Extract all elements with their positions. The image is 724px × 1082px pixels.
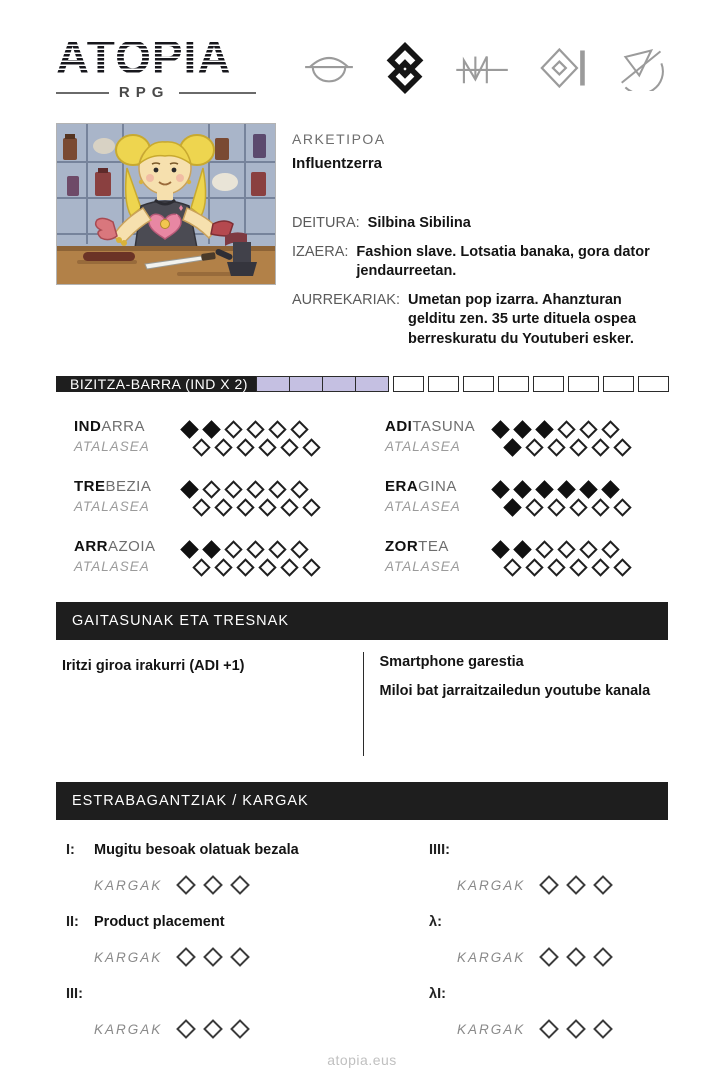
stat-name-bold: IND [74,418,102,436]
kargak-row [457,876,668,894]
stat-row [74,478,351,516]
diamond-empty[interactable] [302,439,320,457]
diamond-filled[interactable] [513,541,531,559]
diamond-empty[interactable] [601,541,619,559]
diamond-empty[interactable] [593,947,613,967]
diamond-empty[interactable] [535,541,553,559]
logo-line-left [56,92,109,94]
diamond-empty[interactable] [525,439,543,457]
sun-eye-rune-icon [304,47,354,89]
diamond-empty[interactable] [192,439,210,457]
diamond-empty[interactable] [230,875,250,895]
life-cell[interactable] [355,376,389,392]
diamond-empty[interactable] [613,499,631,517]
diamond-empty[interactable] [230,947,250,967]
extravagance-slot [66,908,367,980]
slot-title-row [66,842,367,860]
logo [56,31,256,101]
diamond-empty[interactable] [280,559,298,577]
stat-row [385,478,662,516]
broken-bow-rune-icon [618,45,666,91]
diamond-filled[interactable] [503,439,521,457]
diamond-filled[interactable] [491,541,509,559]
diamond-empty[interactable] [302,499,320,517]
diamond-empty[interactable] [302,559,320,577]
diamond-empty[interactable] [246,421,264,439]
diamond-empty[interactable] [613,439,631,457]
field-label: AURREKARIAK: [292,291,400,308]
diamond-filled[interactable] [557,481,575,499]
stat-name [385,418,479,435]
stat-labels [385,538,479,574]
skills-col-left [56,652,363,756]
slot-text: Mugitu besoak olatuak bezala [94,842,299,859]
diamond-empty[interactable] [203,1019,223,1039]
diamond-empty[interactable] [557,541,575,559]
kargak-label: KARGAK [94,877,163,893]
skills-col-right [363,652,669,756]
diamond-filled[interactable] [180,421,198,439]
crossed-m-rune-icon [456,47,510,89]
stat-value-row [491,541,629,558]
diamond-empty[interactable] [290,481,308,499]
life-bar [56,376,668,392]
diamond-empty[interactable] [280,499,298,517]
diamond-empty[interactable] [258,559,276,577]
character-portrait [56,123,276,285]
stat-diamonds [491,538,629,576]
diamond-empty[interactable] [290,421,308,439]
character-block [56,123,668,358]
diamond-empty[interactable] [579,421,597,439]
kargak-row [457,1020,668,1038]
stat-name-bold: ERA [385,478,419,496]
skill-item: Smartphone garestia [379,654,524,671]
skill-item: Iritzi giroa irakurri (ADI +1) [62,658,245,675]
archetype-label: ARKETIPOA [292,131,386,147]
diamond-empty[interactable] [290,541,308,559]
diamond-empty[interactable] [214,439,232,457]
diamond-empty[interactable] [280,439,298,457]
diamond-empty[interactable] [192,559,210,577]
diamond-empty[interactable] [224,421,242,439]
diamond-empty[interactable] [176,1019,196,1039]
diamond-empty[interactable] [236,439,254,457]
rune-icon-row [304,41,666,95]
diamond-empty[interactable] [593,875,613,895]
diamond-empty[interactable] [192,499,210,517]
diamond-empty[interactable] [503,559,521,577]
diamond-filled[interactable] [535,421,553,439]
diamond-empty[interactable] [613,559,631,577]
stat-threshold-label: ATALASEA [385,559,461,575]
stat-diamonds [491,418,629,456]
diamond-filled[interactable] [535,481,553,499]
stat-threshold-row [192,499,318,516]
stat-name-bold: ADI [385,418,413,436]
logo-line-right [179,92,256,94]
slot-title-row [429,914,668,932]
diamond-empty[interactable] [525,559,543,577]
footer [56,1052,668,1082]
diamond-filled[interactable] [579,481,597,499]
diamond-filled[interactable] [601,481,619,499]
stat-name [385,538,479,555]
stat-threshold-label: ATALASEA [385,439,461,455]
stat-name-rest: BEZIA [105,478,152,496]
stat-threshold-label: ATALASEA [74,499,150,515]
extravagance-slot [367,836,668,908]
stat-threshold-row [192,559,318,576]
slot-title-row [429,986,668,1004]
kargak-label: KARGAK [457,949,526,965]
diamond-empty[interactable] [566,875,586,895]
stat-name-bold: ZOR [385,538,419,556]
diamond-empty[interactable] [268,421,286,439]
diamond-empty[interactable] [246,481,264,499]
life-cell[interactable] [322,376,356,392]
logo-subtitle-row [56,84,256,101]
diamond-empty[interactable] [591,559,609,577]
stat-name [385,478,479,495]
character-info [292,123,668,358]
stat-diamonds [180,418,318,456]
diamond-empty[interactable] [539,947,559,967]
diamond-filled[interactable] [513,421,531,439]
stat-labels [74,478,168,514]
diamond-empty[interactable] [236,559,254,577]
extravagance-slot [66,980,367,1052]
stat-labels [385,478,479,514]
kargak-row [94,876,367,894]
stat-name [74,538,168,555]
diamond-empty[interactable] [547,439,565,457]
kargak-label: KARGAK [94,949,163,965]
skills-section-header: GAITASUNAK ETA TRESNAK [56,602,668,640]
slot-numeral: IIII: [429,842,450,859]
stat-threshold-row [503,499,629,516]
skill-item: Miloi bat jarraitzailedun youtube kanala [379,683,651,700]
slot-title-row [66,914,367,932]
diamond-empty[interactable] [593,1019,613,1039]
diamond-empty[interactable] [268,541,286,559]
field-value: Umetan pop izarra. Ahanzturan gelditu zen. 35 urte dituela ospea berreskuratu du Youtuberi esker. [407,291,637,347]
diamond-empty[interactable] [214,499,232,517]
life-cell[interactable] [428,376,459,392]
kargak-row [457,948,668,966]
diamond-empty[interactable] [579,541,597,559]
diamond-empty[interactable] [566,1019,586,1039]
stat-row [385,418,662,456]
diamond-empty[interactable] [258,439,276,457]
stat-value-row [180,481,318,498]
stat-name-bold: TRE [74,478,106,496]
extravagances-section-header: ESTRABAGANTZIAK / KARGAK [56,782,668,820]
diamond-filled[interactable] [503,499,521,517]
life-cell[interactable] [638,376,669,392]
stat-name-bold: ARR [74,538,108,556]
character-fields [292,214,668,349]
diamond-empty[interactable] [547,499,565,517]
diamond-empty[interactable] [547,559,565,577]
diamond-empty[interactable] [569,499,587,517]
diamond-empty[interactable] [539,875,559,895]
extravagance-slot [66,836,367,908]
logo-subtitle: RPG [118,84,170,101]
stat-labels [74,418,168,454]
diamond-filled[interactable] [180,541,198,559]
stat-value-row [491,481,629,498]
diamond-filled[interactable] [202,421,220,439]
stat-threshold-row [192,439,318,456]
stat-threshold-row [503,559,629,576]
diamond-empty[interactable] [591,439,609,457]
life-bar-label: BIZITZA-BARRA (IND X 2) [56,376,256,392]
field-value: Silbina Sibilina [367,215,471,231]
skills-block [56,652,668,756]
diamond-filled[interactable] [513,481,531,499]
stat-diamonds [180,538,318,576]
stat-name-rest: TASUNA [412,418,476,436]
kargak-label: KARGAK [94,1021,163,1037]
stat-threshold-row [503,439,629,456]
life-bar-cells [256,376,669,392]
slot-numeral: λI: [429,986,446,1003]
slot-text: Product placement [94,914,225,931]
stat-row [385,538,662,576]
stat-row [74,418,351,456]
life-cell[interactable] [463,376,494,392]
stat-threshold-label: ATALASEA [74,439,150,455]
stat-name-rest: TEA [418,538,449,556]
life-cell[interactable] [568,376,599,392]
stat-value-row [180,541,318,558]
stat-diamonds [491,478,629,516]
stat-name [74,418,168,435]
slot-numeral: III: [66,986,83,1003]
archetype-value: Influentzerra [292,155,383,172]
stat-row [74,538,351,576]
life-cell[interactable] [533,376,564,392]
diamond-empty[interactable] [214,559,232,577]
diamond-empty[interactable] [176,947,196,967]
stat-threshold-label: ATALASEA [385,499,461,515]
kargak-row [94,1020,367,1038]
diamond-empty[interactable] [236,499,254,517]
diamond-empty[interactable] [591,499,609,517]
extravagance-grid [56,836,668,1052]
kargak-label: KARGAK [457,877,526,893]
diamond-empty[interactable] [224,541,242,559]
stat-value-row [180,421,318,438]
stat-name-rest: ARRA [101,418,146,436]
diamond-empty[interactable] [601,421,619,439]
diamond-empty[interactable] [246,541,264,559]
diamond-empty[interactable] [203,947,223,967]
extravagance-slot [367,908,668,980]
diamond-empty[interactable] [557,421,575,439]
diamond-filled[interactable] [491,481,509,499]
life-cell[interactable] [256,376,290,392]
diamond-filled[interactable] [491,421,509,439]
kargak-label: KARGAK [457,1021,526,1037]
diamond-empty[interactable] [230,1019,250,1039]
header [56,31,668,101]
diamond-empty[interactable] [258,499,276,517]
diamond-filled[interactable] [202,541,220,559]
diamond-empty[interactable] [176,875,196,895]
field-value: Fashion slave. Lotsatia banaka, gora dator jendaurreetan. [356,243,650,280]
slot-numeral: II: [66,914,79,931]
slot-title-row [429,842,668,860]
kargak-row [94,948,367,966]
diamond-filled[interactable] [180,481,198,499]
stat-name [74,478,168,495]
life-cell[interactable] [393,376,424,392]
diamond-empty[interactable] [566,947,586,967]
slot-numeral: λ: [429,914,442,931]
field-aurrekariak [292,291,668,350]
footer-site-link[interactable]: atopia.eus [327,1052,397,1069]
slot-title-row [66,986,367,1004]
slot-numeral: I: [66,842,75,859]
diamond-empty[interactable] [202,481,220,499]
stat-diamonds [180,478,318,516]
diamond-empty[interactable] [525,499,543,517]
life-cell[interactable] [289,376,323,392]
stat-name-rest: AZOIA [108,538,156,556]
field-deitura [292,214,668,234]
double-diamond-rune-icon [384,41,426,95]
diamond-empty[interactable] [224,481,242,499]
life-cell[interactable] [603,376,634,392]
diamond-empty[interactable] [268,481,286,499]
stat-name-rest: GINA [418,478,457,496]
extravagance-slot [367,980,668,1052]
diamond-empty[interactable] [539,1019,559,1039]
stat-labels [385,418,479,454]
field-label: DEITURA: [292,215,360,231]
life-cell[interactable] [498,376,529,392]
stat-value-row [491,421,629,438]
diamond-empty[interactable] [569,559,587,577]
stat-labels [74,538,168,574]
stats-grid [56,418,668,576]
field-izaera [292,243,668,282]
logo-title: ATOPIA [56,34,256,80]
diamond-bar-rune-icon [540,45,588,91]
field-label: IZAERA: [292,243,349,260]
diamond-empty[interactable] [569,439,587,457]
diamond-empty[interactable] [203,875,223,895]
stat-threshold-label: ATALASEA [74,559,150,575]
